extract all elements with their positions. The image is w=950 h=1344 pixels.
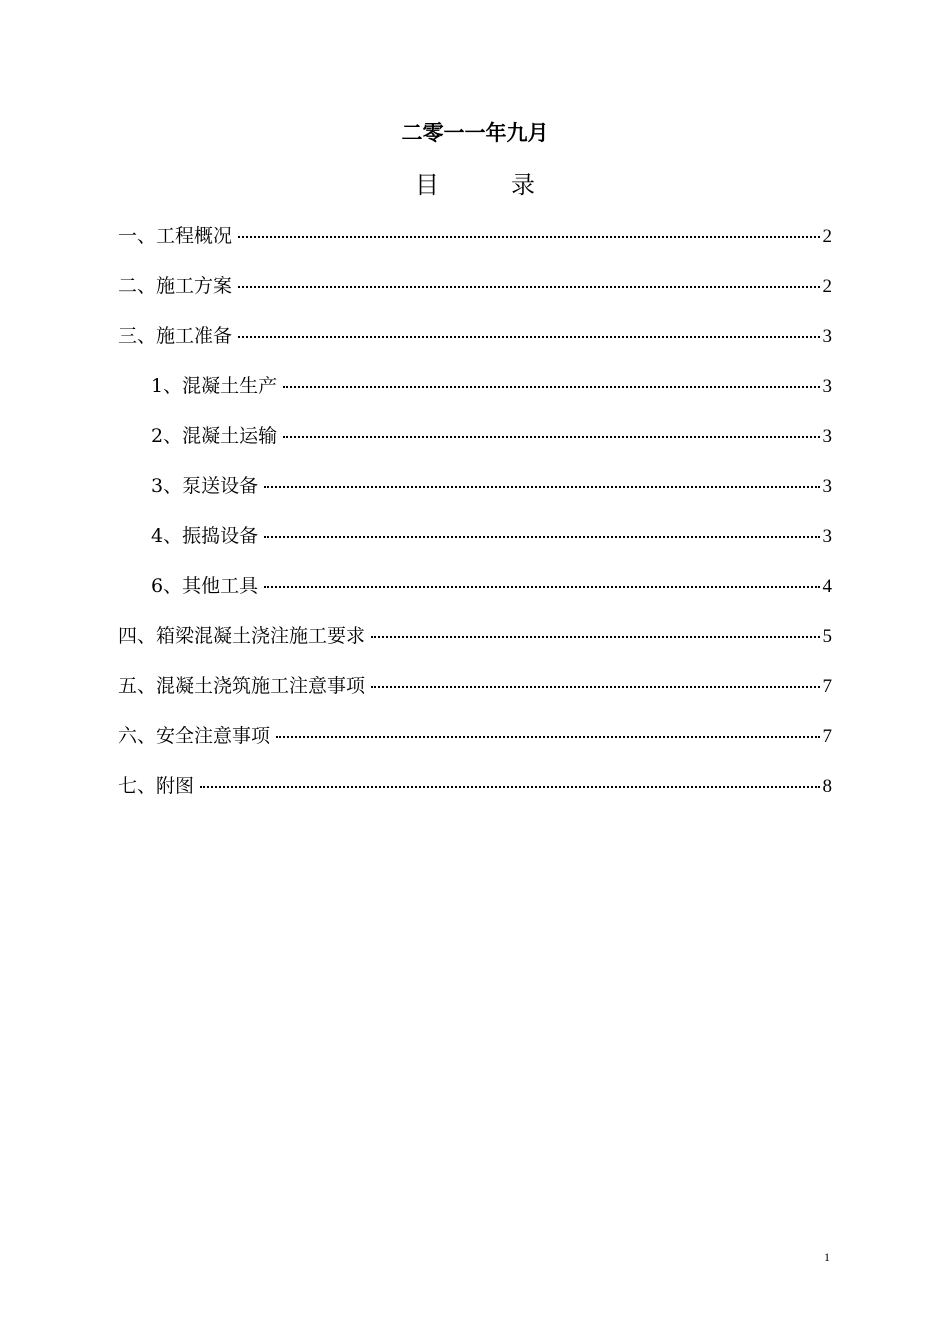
toc-entry-page: 3 (822, 476, 832, 497)
toc-entry-pumping-equipment[interactable] (118, 471, 832, 521)
toc-heading-part2: 录 (511, 171, 535, 199)
dot-leader (238, 286, 819, 288)
dot-leader (238, 336, 819, 338)
toc-entry-page: 3 (822, 426, 832, 447)
toc-entry-page: 5 (822, 626, 832, 647)
dot-leader (371, 636, 819, 638)
dot-leader (371, 686, 819, 688)
toc-entry-page: 2 (822, 276, 832, 297)
toc-heading-part1: 目 (415, 171, 439, 199)
toc-entry-construction-preparation[interactable] (118, 321, 832, 371)
toc-entry-page: 3 (822, 376, 832, 397)
dot-leader (264, 586, 819, 588)
toc-entry-label: 五、混凝土浇筑施工注意事项 (118, 675, 366, 697)
toc-entry-label: 4、振捣设备 (151, 525, 259, 547)
page-number: 1 (824, 1250, 830, 1264)
toc-entry-concrete-production[interactable] (118, 371, 832, 421)
toc-entry-page: 2 (822, 226, 832, 247)
toc-entry-other-tools[interactable] (118, 571, 832, 621)
toc-entry-label: 四、箱梁混凝土浇注施工要求 (118, 625, 366, 647)
toc-entry-page: 4 (822, 576, 832, 597)
toc-entry-page: 8 (822, 776, 832, 797)
toc-entry-label: 一、工程概况 (118, 225, 233, 247)
toc-entry-label: 二、施工方案 (118, 275, 233, 297)
toc-entry-concrete-transport[interactable] (118, 421, 832, 471)
toc-list (118, 221, 832, 821)
toc-entry-page: 7 (822, 676, 832, 697)
toc-entry-page: 3 (822, 526, 832, 547)
toc-entry-project-overview[interactable] (118, 221, 832, 271)
toc-entry-label: 2、混凝土运输 (151, 425, 278, 447)
toc-heading (0, 168, 950, 202)
dot-leader (283, 386, 819, 388)
toc-entry-construction-plan[interactable] (118, 271, 832, 321)
toc-entry-safety-precautions[interactable] (118, 721, 832, 771)
toc-entry-label: 1、混凝土生产 (151, 375, 278, 397)
toc-entry-box-girder-pouring[interactable] (118, 621, 832, 671)
dot-leader (276, 736, 819, 738)
dot-leader (264, 536, 819, 538)
toc-entry-label: 6、其他工具 (151, 575, 259, 597)
toc-entry-attached-drawings[interactable] (118, 771, 832, 821)
toc-entry-label: 七、附图 (118, 775, 195, 797)
dot-leader (238, 236, 819, 238)
toc-entry-label: 六、安全注意事项 (118, 725, 271, 747)
toc-entry-page: 7 (822, 726, 832, 747)
toc-entry-vibrating-equipment[interactable] (118, 521, 832, 571)
toc-entry-page: 3 (822, 326, 832, 347)
dot-leader (283, 436, 819, 438)
document-date: 二零一一年九月 (401, 121, 549, 145)
toc-entry-label: 3、泵送设备 (151, 475, 259, 497)
toc-entry-label: 三、施工准备 (118, 325, 233, 347)
toc-entry-pouring-precautions[interactable] (118, 671, 832, 721)
dot-leader (200, 786, 819, 788)
dot-leader (264, 486, 819, 488)
